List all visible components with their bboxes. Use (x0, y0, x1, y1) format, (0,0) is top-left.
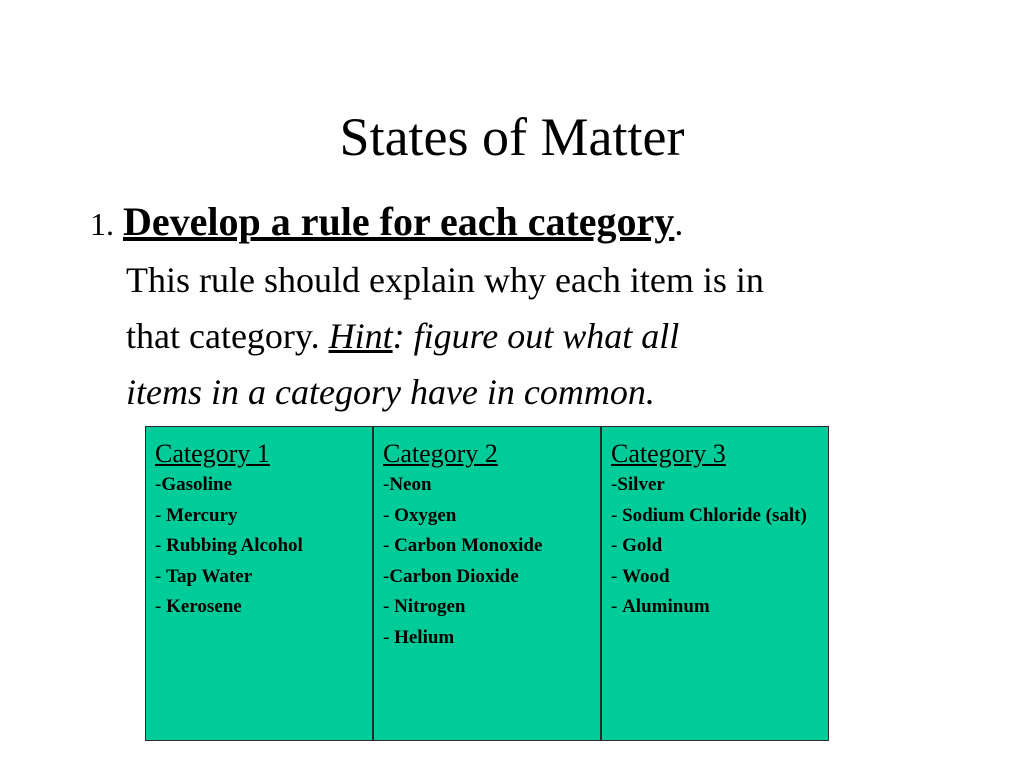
instruction-block (90, 194, 960, 420)
item-dash: - (383, 535, 395, 556)
category-item (383, 623, 591, 654)
item-dash: - (611, 565, 623, 587)
item-text: Tap Water (166, 565, 253, 587)
item-text: Nitrogen (394, 596, 466, 617)
item-dash: - (155, 504, 167, 526)
instruction-line-3 (90, 308, 960, 364)
instruction-number: 1. (90, 206, 114, 242)
item-text: Mercury (166, 504, 238, 526)
item-text: Neon (389, 474, 432, 495)
category-heading: Category 3 (611, 439, 726, 468)
item-text: Gold (622, 535, 663, 556)
category-item (383, 501, 591, 532)
item-dash: - (383, 626, 395, 648)
instruction-heading: Develop a rule for each category (123, 199, 675, 244)
item-dash: - (383, 474, 390, 495)
category-column (602, 427, 828, 740)
item-dash: - (611, 535, 623, 556)
category-item (383, 592, 591, 623)
item-dash: - (611, 504, 623, 526)
instruction-line-4: items in a category have in common. (126, 372, 655, 412)
item-text: Carbon Monoxide (394, 535, 543, 556)
item-dash: - (155, 596, 167, 617)
item-dash: - (155, 535, 167, 556)
category-item (611, 531, 819, 562)
category-item (611, 562, 819, 593)
category-item-list (155, 470, 363, 623)
item-text: Sodium Chloride (salt) (622, 504, 807, 526)
instruction-line-2: This rule should explain why each item is in (126, 260, 764, 300)
item-text: Kerosene (166, 596, 242, 617)
category-heading: Category 1 (155, 439, 270, 468)
category-item (155, 470, 363, 501)
category-item (155, 501, 363, 532)
item-text: Silver (617, 474, 665, 495)
category-item (611, 501, 819, 532)
item-dash: - (383, 596, 395, 617)
item-text: Helium (394, 626, 455, 648)
category-item (383, 531, 591, 562)
item-dash: - (155, 565, 167, 587)
item-text: Rubbing Alcohol (166, 535, 303, 556)
item-dash: - (383, 504, 395, 526)
category-heading: Category 2 (383, 439, 498, 468)
category-item (155, 562, 363, 593)
item-text: Aluminum (622, 596, 710, 617)
category-item (611, 470, 819, 501)
category-item-list (383, 470, 591, 653)
item-text: Carbon Dioxide (389, 565, 519, 587)
category-column (374, 427, 602, 740)
item-text: Wood (622, 565, 670, 587)
hint-text: : figure out what all (392, 316, 680, 356)
item-dash: - (155, 474, 162, 495)
category-item (155, 531, 363, 562)
hint-label: Hint (328, 316, 393, 356)
instruction-line-1 (90, 194, 960, 252)
category-item (155, 592, 363, 623)
item-text: Oxygen (394, 504, 457, 526)
category-table (145, 426, 829, 741)
item-text: Gasoline (161, 474, 233, 495)
category-item (611, 592, 819, 623)
item-dash: - (611, 474, 618, 495)
item-dash: - (611, 596, 623, 617)
item-dash: - (383, 565, 390, 587)
category-item (383, 470, 591, 501)
category-item-list (611, 470, 819, 623)
category-item (383, 562, 591, 593)
instruction-line-3-text: that category. (126, 316, 320, 356)
slide-title: States of Matter (339, 107, 685, 167)
instruction-heading-punct: . (674, 203, 684, 243)
category-column (146, 427, 374, 740)
